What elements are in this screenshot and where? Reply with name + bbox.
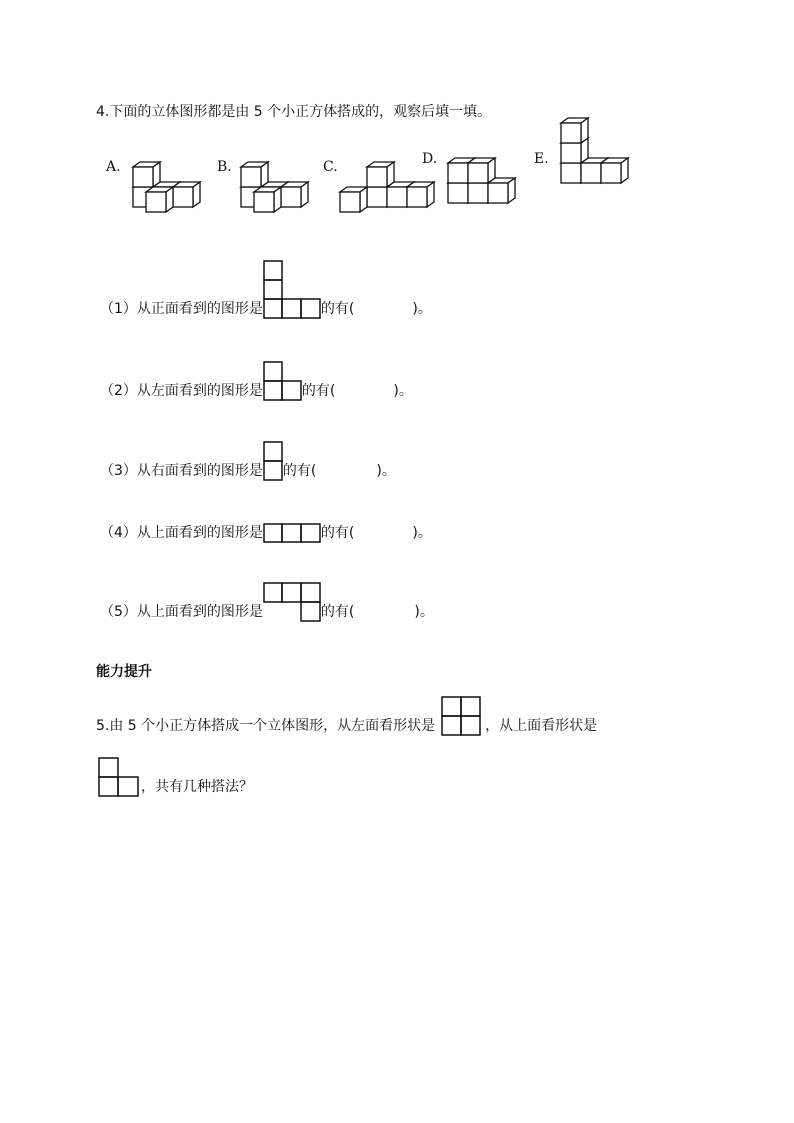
cube-figure-c	[337, 142, 447, 212]
q4-item-3	[100, 441, 396, 481]
option-label-d: D.	[422, 151, 438, 167]
q4-item-2-prefix: （2）从左面看到的图形是	[100, 383, 263, 399]
cube-figure-b	[231, 142, 341, 212]
option-label-b: B.	[217, 159, 232, 175]
view-shape-t-icon	[263, 582, 321, 622]
q4-item-2-suffix: 的有(	[301, 383, 336, 399]
option-label-c: C.	[323, 159, 338, 175]
q4-item-1-prefix: （1）从正面看到的图形是	[100, 301, 263, 317]
q5-line-1	[96, 696, 597, 736]
q4-item-2-close: )。	[393, 383, 413, 399]
section-title: 能力提升	[96, 664, 152, 680]
q4-item-4	[100, 523, 432, 543]
view-shape-column-icon	[263, 441, 283, 481]
q5-line-2	[98, 757, 253, 797]
option-label-e: E.	[534, 151, 549, 167]
q4-item-3-close: )。	[376, 463, 396, 479]
q4-item-5	[100, 582, 434, 622]
q5-part2: ，从上面看形状是	[485, 718, 598, 734]
q4-item-2	[100, 361, 413, 401]
q4-item-5-suffix: 的有(	[320, 604, 355, 620]
q4-item-4-suffix: 的有(	[320, 525, 355, 541]
q5-part1: 5.由 5 个小正方体搭成一个立体图形，从左面看形状是	[96, 718, 436, 734]
q4-item-5-prefix: （5）从上面看到的图形是	[100, 604, 263, 620]
cube-figure-e	[551, 118, 661, 188]
option-label-a: A.	[106, 159, 121, 175]
q4-item-1-close: )。	[412, 301, 432, 317]
q4-item-3-suffix: 的有(	[282, 463, 317, 479]
q4-item-4-prefix: （4）从上面看到的图形是	[100, 525, 263, 541]
q4-item-1-suffix: 的有(	[320, 301, 355, 317]
view-shape-l-icon	[263, 260, 321, 319]
q5-part3: ，共有几种搭法？	[141, 779, 253, 795]
view-shape-corner-icon	[98, 757, 139, 797]
q4-intro: 4.下面的立体图形都是由 5 个小正方体搭成的，观察后填一填。	[96, 104, 492, 120]
q4-item-1	[100, 260, 432, 319]
cube-figure-d	[438, 138, 548, 208]
q4-item-3-prefix: （3）从右面看到的图形是	[100, 463, 263, 479]
q4-item-5-close: )。	[414, 604, 434, 620]
cube-figure-a	[123, 142, 233, 212]
view-shape-corner-icon	[263, 361, 302, 401]
view-shape-row-icon	[263, 523, 321, 543]
view-shape-square-icon	[441, 696, 481, 736]
q4-item-4-close: )。	[412, 525, 432, 541]
